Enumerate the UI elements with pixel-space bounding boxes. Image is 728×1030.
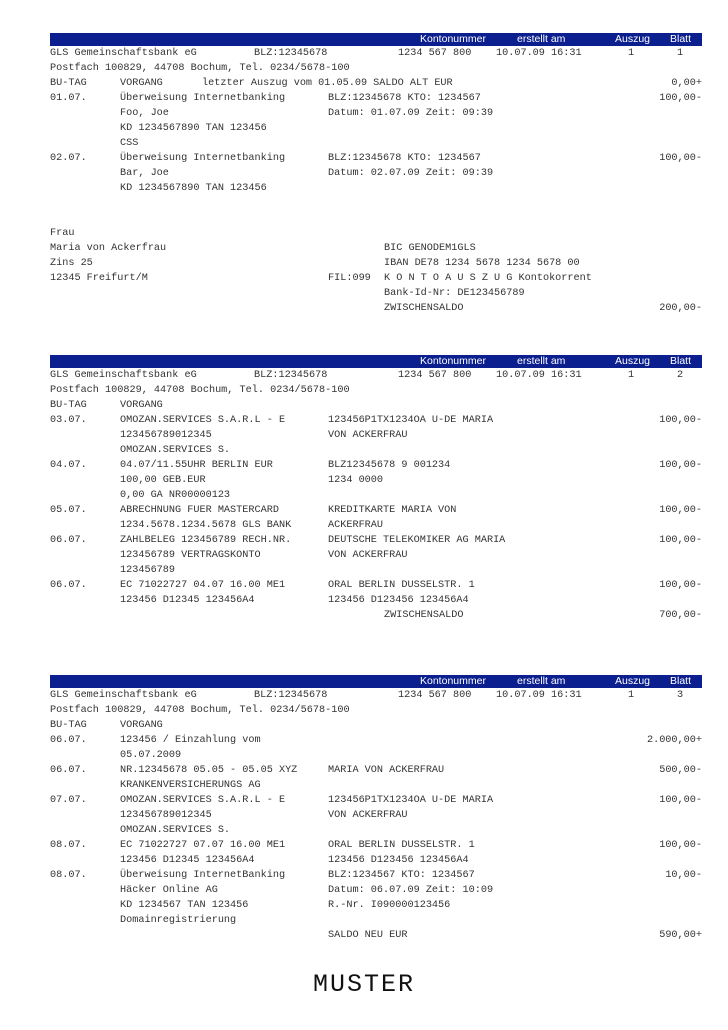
column-vorgang: VORGANG [120,400,163,411]
entry-amount: 10,00- [665,870,702,881]
entry-amount: 100,00- [659,580,702,591]
entry-detail: Datum: 06.07.09 Zeit: 10:09 [328,885,494,896]
entry-detail: BLZ:12345678 KTO: 1234567 [328,93,481,104]
recipient-line: Frau [50,228,75,239]
header-auszug-label: Auszug [615,355,651,367]
entry-text: ZAHLBELEG 123456789 RECH.NR. [120,535,292,546]
entry-text: OMOZAN.SERVICES S.A.R.L - E [120,415,286,426]
entry-date: 06.07. [50,735,87,746]
entry-text: Überweisung Internetbanking [120,93,286,104]
bic: BIC GENODEM1GLS [384,243,476,254]
entry-date: 03.07. [50,415,87,426]
saldo-alt-text: letzter Auszug vom 01.05.09 SALDO ALT EUR [202,78,453,89]
bank-name: GLS Gemeinschaftsbank eG [50,370,197,381]
entry-detail: 123456P1TX1234OA U-DE MARIA [328,795,494,806]
entry-text: Überweisung Internetbanking [120,153,286,164]
statement-page-2 [50,355,702,655]
bank-address: Postfach 100829, 44708 Bochum, Tel. 0234/5678-100 [50,705,350,716]
header-blatt-label: Blatt [670,675,692,687]
entry-text: Foo, Joe [120,108,169,119]
entry-detail: 123456 D123456 123456A4 [328,595,469,606]
header-auszug-label: Auszug [615,33,651,45]
header-kontonummer-label: Kontonummer [420,355,486,367]
entry-detail: Datum: 02.07.09 Zeit: 09:39 [328,168,494,179]
saldo-amount: 590,00+ [659,930,702,941]
entry-amount: 100,00- [659,93,702,104]
statement-page-1 [50,33,702,333]
entry-detail: VON ACKERFRAU [328,810,408,821]
header-bar [50,33,702,46]
recipient-line: 12345 Freifurt/M [50,273,148,284]
entry-detail: ORAL BERLIN DUSSELSTR. 1 [328,840,475,851]
entry-date: 06.07. [50,535,87,546]
entry-text: NR.12345678 05.05 - 05.05 XYZ [120,765,298,776]
entry-detail: VON ACKERFRAU [328,550,408,561]
entry-amount: 100,00- [659,535,702,546]
entry-amount: 100,00- [659,505,702,516]
entry-date: 08.07. [50,840,87,851]
entry-date: 04.07. [50,460,87,471]
entry-text: 123456789012345 [120,810,212,821]
header-bar [50,355,702,368]
entry-detail: Datum: 01.07.09 Zeit: 09:39 [328,108,494,119]
entry-text: 123456 D12345 123456A4 [120,855,255,866]
entry-text: Bar, Joe [120,168,169,179]
bank-blz: BLZ:12345678 [254,48,328,59]
entry-amount: 100,00- [659,840,702,851]
entry-detail: 123456P1TX1234OA U-DE MARIA [328,415,494,426]
entry-text: 04.07/11.55UHR BERLIN EUR [120,460,273,471]
created-date: 10.07.09 16:31 [496,48,582,59]
entry-date: 01.07. [50,93,87,104]
column-vorgang: VORGANG [120,78,163,89]
auszug-number: 1 [628,690,635,701]
header-erstellt-label: erstellt am [517,675,566,687]
bank-id: Bank-Id-Nr: DE123456789 [384,288,525,299]
blatt-number: 2 [677,370,684,381]
entry-text: Überweisung InternetBanking [120,870,286,881]
bank-address: Postfach 100829, 44708 Bochum, Tel. 0234/5678-100 [50,63,350,74]
bank-blz: BLZ:12345678 [254,690,328,701]
entry-text: 123456789 [120,565,176,576]
blatt-number: 1 [677,48,684,59]
entry-text: 1234.5678.1234.5678 GLS BANK [120,520,292,531]
fil-code: FIL:099 [328,273,371,284]
entry-detail: MARIA VON ACKERFRAU [328,765,445,776]
entry-amount: 100,00- [659,153,702,164]
entry-text: KD 1234567890 TAN 123456 [120,183,267,194]
entry-detail: BLZ:1234567 KTO: 1234567 [328,870,475,881]
entry-date: 08.07. [50,870,87,881]
header-erstellt-label: erstellt am [517,355,566,367]
entry-amount: 2.000,00+ [646,735,702,746]
iban: IBAN DE78 1234 5678 1234 5678 00 [384,258,580,269]
entry-date: 06.07. [50,580,87,591]
header-kontonummer-label: Kontonummer [420,33,486,45]
header-erstellt-label: erstellt am [517,33,566,45]
bank-name: GLS Gemeinschaftsbank eG [50,690,197,701]
entry-text: OMOZAN.SERVICES S.A.R.L - E [120,795,286,806]
entry-amount: 100,00- [659,795,702,806]
column-bu-tag: BU-TAG [50,78,87,89]
header-blatt-label: Blatt [670,33,692,45]
entry-text: 123456789012345 [120,430,212,441]
entry-text: 123456 D12345 123456A4 [120,595,255,606]
header-bar [50,675,702,688]
created-date: 10.07.09 16:31 [496,370,582,381]
entry-text: KD 1234567 TAN 123456 [120,900,249,911]
saldo-amount: 200,00- [659,303,702,314]
recipient-line: Zins 25 [50,258,93,269]
kontoauszug-title: K O N T O A U S Z U G Kontokorrent [384,273,592,284]
column-bu-tag: BU-TAG [50,400,87,411]
entry-amount: 100,00- [659,460,702,471]
entry-detail: BLZ12345678 9 001234 [328,460,451,471]
entry-text: OMOZAN.SERVICES S. [120,445,231,456]
saldo-label: ZWISCHENSALDO [384,610,464,621]
account-number: 1234 567 800 [398,370,472,381]
header-blatt-label: Blatt [670,355,692,367]
entry-text: KRANKENVERSICHERUNGS AG [120,780,261,791]
entry-date: 02.07. [50,153,87,164]
auszug-number: 1 [628,48,635,59]
entry-date: 05.07. [50,505,87,516]
entry-text: EC 71022727 04.07 16.00 ME1 [120,580,286,591]
entry-text: 123456789 VERTRAGSKONTO [120,550,261,561]
header-auszug-label: Auszug [615,675,651,687]
entry-text: 123456 / Einzahlung vom [120,735,261,746]
entry-text: Häcker Online AG [120,885,218,896]
auszug-number: 1 [628,370,635,381]
entry-text: 100,00 GEB.EUR [120,475,206,486]
entry-text: OMOZAN.SERVICES S. [120,825,231,836]
entry-text: Domainregistrierung [120,915,237,926]
recipient-line: Maria von Ackerfrau [50,243,167,254]
saldo-amount: 700,00- [659,610,702,621]
entry-detail: VON ACKERFRAU [328,430,408,441]
muster-watermark: MUSTER [312,970,415,999]
entry-date: 07.07. [50,795,87,806]
entry-text: 0,00 GA NR00000123 [120,490,231,501]
entry-text: KD 1234567890 TAN 123456 [120,123,267,134]
column-bu-tag: BU-TAG [50,720,87,731]
blatt-number: 3 [677,690,684,701]
entry-detail: KREDITKARTE MARIA VON [328,505,457,516]
saldo-label: SALDO NEU EUR [328,930,408,941]
entry-text: ABRECHNUNG FUER MASTERCARD [120,505,279,516]
entry-text: EC 71022727 07.07 16.00 ME1 [120,840,286,851]
entry-amount: 100,00- [659,415,702,426]
account-number: 1234 567 800 [398,48,472,59]
entry-text: 05.07.2009 [120,750,182,761]
header-kontonummer-label: Kontonummer [420,675,486,687]
entry-amount: 500,00- [659,765,702,776]
account-number: 1234 567 800 [398,690,472,701]
bank-address: Postfach 100829, 44708 Bochum, Tel. 0234/5678-100 [50,385,350,396]
saldo-label: ZWISCHENSALDO [384,303,464,314]
entry-detail: R.-Nr. I090000123456 [328,900,451,911]
saldo-alt-amount: 0,00+ [671,78,702,89]
entry-text: CSS [120,138,139,149]
entry-detail: ORAL BERLIN DUSSELSTR. 1 [328,580,475,591]
entry-date: 06.07. [50,765,87,776]
bank-blz: BLZ:12345678 [254,370,328,381]
entry-detail: ACKERFRAU [328,520,384,531]
created-date: 10.07.09 16:31 [496,690,582,701]
entry-detail: 1234 0000 [328,475,384,486]
entry-detail: BLZ:12345678 KTO: 1234567 [328,153,481,164]
entry-detail: DEUTSCHE TELEKOMIKER AG MARIA [328,535,506,546]
entry-detail: 123456 D123456 123456A4 [328,855,469,866]
statement-page-3 [50,675,702,975]
bank-name: GLS Gemeinschaftsbank eG [50,48,197,59]
column-vorgang: VORGANG [120,720,163,731]
